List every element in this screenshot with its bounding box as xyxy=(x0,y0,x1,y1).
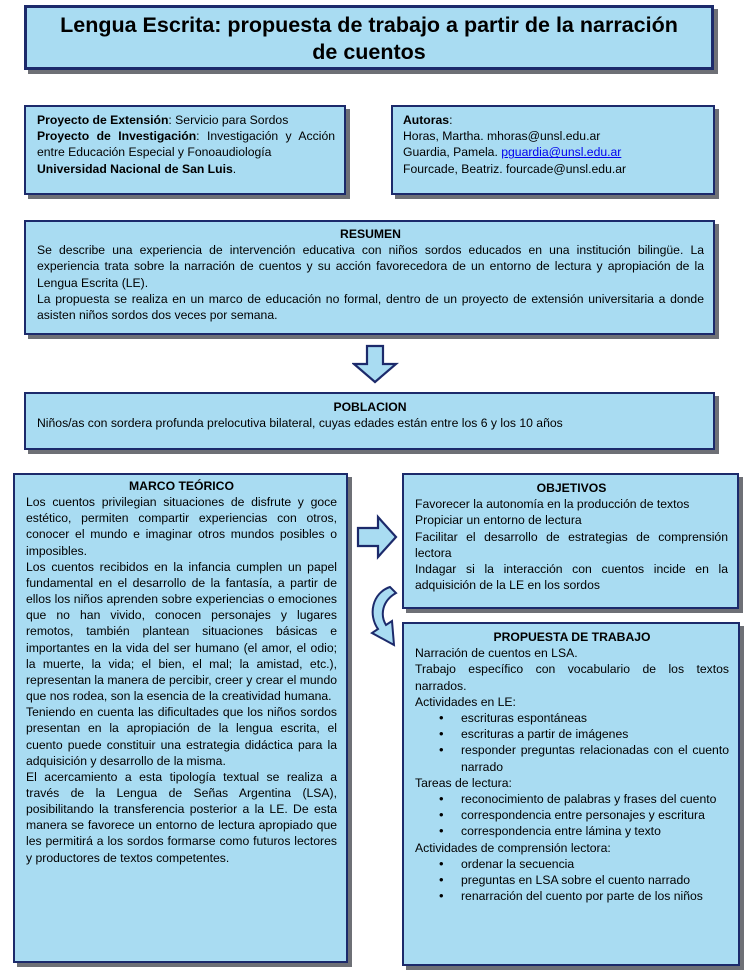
resumen-paragraph-1: Se describe una experiencia de intervención educativa con niños sordos educados en una institución bilingüe. La experiencia trata sobre la narración de cuentos y su acción favorecedora de un entorno de lectura y apropiación de la Lengua Escrita (LE). xyxy=(37,243,704,290)
objetivo-item: Favorecer la autonomía en la producción de textos xyxy=(415,497,690,512)
propuesta-heading: PROPUESTA DE TRABAJO xyxy=(493,630,651,644)
propuesta-box xyxy=(402,622,740,966)
project-info-text: Proyecto de Extensión: Servicio para Sordos Proyecto de Investigación: Investigación y Acción entre Educación Especial y Fonoaudiología Universidad Nacional de San Luis. xyxy=(37,113,335,176)
resumen-heading: RESUMEN xyxy=(340,227,401,241)
marco-paragraph-1: Los cuentos privilegian situaciones de disfrute y goce estético, permiten compartir experiencias con otros, conocer el mundo e imaginar otros mundos posibles o imposibles. xyxy=(26,495,337,558)
resumen-text xyxy=(37,226,704,323)
marco-teorico-text xyxy=(26,478,337,866)
propuesta-line-2: Trabajo específico con vocabulario de los textos narrados. xyxy=(415,662,729,693)
project-info-box xyxy=(24,105,346,195)
list-item: • reconocimiento de palabras y frases del cuento xyxy=(461,791,729,807)
research-project-label: Proyecto de Investigación xyxy=(37,129,197,144)
objetivo-item: Facilitar el desarrollo de estrategias de comprensión lectora xyxy=(415,529,728,560)
list-item: • correspondencia entre personajes y escritura xyxy=(461,807,729,823)
marco-paragraph-3: Teniendo en cuenta las dificultades que los niños sordos presentan en la apropiación de la lengua escrita, el cuento puede constituir una estrategia didáctica para la adquisición y desarrollo de la misma. xyxy=(26,705,337,768)
author-3: Fourcade, Beatriz. fourcade@unsl.edu.ar xyxy=(403,161,627,176)
propuesta-line-1: Narración de cuentos en LSA. xyxy=(415,646,578,661)
objetivos-box xyxy=(402,473,739,609)
authors-box xyxy=(391,105,715,195)
extension-project-value: : Servicio para Sordos xyxy=(168,113,289,127)
page-title-line1: Lengua Escrita: propuesta de trabajo a partir de la narración xyxy=(60,13,678,37)
resumen-box xyxy=(24,220,715,335)
marco-paragraph-2: Los cuentos recibidos en la infancia cumplen un papel fundamental en el desarrollo de la fantasía, a partir de ellos los niños aprenden sobre experiencias o emociones que no han vivido, conocen personajes y lugares remotos, también plantean situaciones básicas e importantes en la vida del ser humano (el amor, el odio; la muerte, la vida; el bien, el mal; la amistad, etc.), representan la manera de percibir, creer y crear el mundo que nos rodea, son la esencia de la creatividad humana. xyxy=(26,559,337,704)
extension-project-label: Proyecto de Extensión xyxy=(37,113,169,127)
poblacion-heading: POBLACION xyxy=(333,400,407,414)
poblacion-text xyxy=(37,399,703,431)
objetivo-item: Indagar si la interacción con cuentos incide en la adquisición de la LE en los sordos xyxy=(415,562,728,593)
marco-paragraph-4: El acercamiento a esta tipología textual se realiza a través de la Lengua de Señas Argentina (LSA), posibilitando la transferencia posterior a la LE. De esta manera se favorece un entorno de lectura apropiado que les permitirá a los sordos formarse como futuros lectores y productores de textos competentes. xyxy=(26,769,337,865)
objetivo-item: Propiciar un entorno de lectura xyxy=(415,513,582,528)
marco-teorico-box xyxy=(13,473,348,963)
list-item: • responder preguntas relacionadas con el cuento narrado xyxy=(461,742,729,774)
actividades-le-heading: Actividades en LE: xyxy=(415,694,516,709)
author-2-email-link[interactable]: pguardia@unsl.edu.ar xyxy=(501,145,622,160)
list-item: • escrituras a partir de imágenes xyxy=(461,726,729,742)
resumen-paragraph-2: La propuesta se realiza en un marco de educación no formal, dentro de un proyecto de extensión universitaria a donde asisten niños sordos dos veces por semana. xyxy=(37,291,704,323)
objetivos-text xyxy=(415,480,728,593)
university-name: Universidad Nacional de San Luis xyxy=(37,161,233,176)
author-1: Horas, Martha. mhoras@unsl.edu.ar xyxy=(403,129,601,144)
comprension-list xyxy=(415,856,729,905)
right-arrow-icon xyxy=(356,514,398,560)
authors-label: Autoras xyxy=(403,113,450,127)
research-project-value: : Investigación y Acción entre Educación Especial y Fonoaudiología xyxy=(37,129,335,160)
list-item: • correspondencia entre lámina y texto xyxy=(461,823,729,839)
marco-teorico-heading: MARCO TEÓRICO xyxy=(129,479,234,493)
objetivos-heading: OBJETIVOS xyxy=(536,481,607,495)
list-item: • ordenar la secuencia xyxy=(461,856,729,872)
list-item: • preguntas en LSA sobre el cuento narrado xyxy=(461,872,729,888)
title-box xyxy=(24,5,714,70)
list-item: • escrituras espontáneas xyxy=(461,710,729,726)
poblacion-description: Niños/as con sordera profunda prelocutiva bilateral, cuyas edades están entre los 6 y los 10 años xyxy=(37,416,563,431)
list-item: • renarración del cuento por parte de los niños xyxy=(461,888,729,904)
page-title xyxy=(27,12,711,66)
actividades-le-list xyxy=(415,710,729,775)
page-title-line2: de cuentos xyxy=(312,40,426,64)
poblacion-box xyxy=(24,392,715,450)
tareas-list xyxy=(415,791,729,840)
author-2: Guardia, Pamela. pguardia@unsl.edu.ar xyxy=(403,145,622,160)
down-arrow-icon xyxy=(352,344,400,384)
tareas-heading: Tareas de lectura: xyxy=(415,775,512,790)
propuesta-text xyxy=(415,629,729,904)
comprension-heading: Actividades de comprensión lectora: xyxy=(415,840,611,855)
curved-arrow-icon xyxy=(364,585,400,651)
authors-text: Autoras: Horas, Martha. mhoras@unsl.edu.ar Guardia, Pamela. pguardia@unsl.edu.ar Fourcade, Beatriz. fourcade@unsl.edu.ar xyxy=(403,112,703,177)
